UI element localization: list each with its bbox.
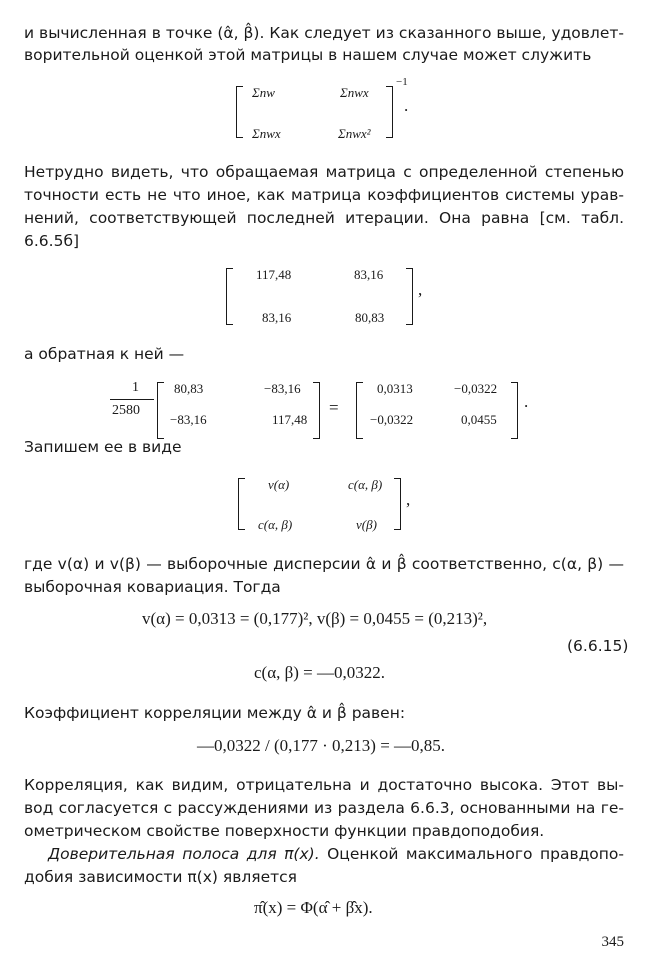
paragraph-8-rest: Оценкой максимального правдопо- [319,845,624,863]
matrix-4-a11: v(α) [268,477,290,492]
paragraph-6-line-1: Коэффициент корреляции между α̂ и β̂ равен: [24,704,406,722]
matrix-2-a22: 80,83 [355,310,385,325]
matrix-4-trailing: , [406,490,411,509]
paragraph-5-line-2: выборочная ковариация. Тогда [24,578,281,596]
equation-line-1: v(α) = 0,0313 = (0,177)², v(β) = 0,0455 = (0,213)², [142,609,488,628]
matrix-4-a21: c(α, β) [258,517,293,532]
matrix-3-left-a12: −83,16 [264,381,301,396]
matrix-3-equals: = [329,398,339,417]
paragraph-7-line-1: Корреляция, как видим, отрицательна и достаточно высока. Этот вы- [24,776,624,794]
paragraph-8-italic: Доверительная полоса для π(x). [48,845,320,863]
paragraph-7-line-3: ометрическом свойстве поверхности функции правдоподобия. [24,822,545,840]
matrix-3-fraction-numerator: 1 [132,380,139,395]
matrix-3-right-a12: −0,0322 [454,381,498,396]
matrix-3-fraction-denominator: 2580 [112,403,140,418]
paragraph-2-line-1: Нетрудно видеть, что обращаемая матрица с определенной степенью [24,163,624,181]
paragraph-2-line-2: точности есть не что иное, как матрица коэффициентов системы урав- [24,186,624,204]
paragraph-2-line-4: 6.6.5б] [24,232,80,250]
matrix-2-a12: 83,16 [354,267,384,282]
matrix-1-right-bracket [386,86,393,138]
matrix-3-left-a22: 117,48 [272,412,308,427]
correlation-formula: —0,0322 / (0,177 · 0,213) = —0,85. [197,736,446,755]
matrix-1-left-bracket [236,86,243,138]
matrix-1-a11: Σnw [252,85,275,100]
paragraph-8-line-1 [48,843,624,866]
matrix-3-left-bracket-b [356,382,363,439]
matrix-4-a12: c(α, β) [348,477,383,492]
matrix-4-left-bracket [238,478,245,530]
matrix-3-left-a21: −83,16 [170,412,207,427]
matrix-1-exponent: −1 [396,76,408,88]
equation-number: (6.6.15) [567,637,629,655]
matrix-2-a11: 117,48 [256,267,292,282]
matrix-1-a21: Σnwx [252,126,281,141]
paragraph-2-line-3: нений, соответствующей последней итерации. Она равна [см. табл. [24,209,624,227]
matrix-3-right-a22: 0,0455 [461,412,497,427]
paragraph-5-line-1: где v(α) и v(β) — выборочные дисперсии α̂ и β̂ соответственно, c(α, β) — [24,555,624,573]
paragraph-1-line-1: и вычисленная в точке (α̂, β̂). Как следует из сказанного выше, удовлет- [24,24,624,42]
matrix-3-fraction-line [110,399,154,400]
matrix-1-a22: Σnwx² [338,126,371,141]
matrix-2-left-bracket [226,268,233,325]
matrix-4-right-bracket [394,478,401,530]
matrix-3-left-a11: 80,83 [174,381,204,396]
matrix-3-right-a21: −0,0322 [370,412,414,427]
page-number: 345 [601,934,624,950]
matrix-3-trailing: . [524,392,529,411]
paragraph-1-line-2: ворительной оценкой этой матрицы в нашем случае может служить [24,46,592,64]
final-formula: π̂(x) = Φ(α̂ + β̂x). [254,898,373,917]
matrix-3-right-a11: 0,0313 [377,381,413,396]
matrix-4-a22: v(β) [356,517,377,532]
paragraph-3-line-1: а обратная к ней — [24,345,185,363]
matrix-1-a12: Σnwx [340,85,369,100]
matrix-2-trailing: , [418,280,423,299]
paragraph-4-line-1: Запишем ее в виде [24,438,182,456]
matrix-1-trailing: . [404,96,409,115]
paragraph-8-line-2: добия зависимости π(x) является [24,868,297,886]
paragraph-7-line-2: вод согласуется с рассуждениями из раздела 6.6.3, основанными на ге- [24,799,624,817]
matrix-2-right-bracket [406,268,413,325]
equation-line-2: c(α, β) = —0,0322. [254,663,386,682]
matrix-3-right-bracket-a [313,382,320,439]
matrix-3-right-bracket-b [511,382,518,439]
matrix-2-a21: 83,16 [262,310,292,325]
matrix-3-left-bracket-a [157,382,164,439]
